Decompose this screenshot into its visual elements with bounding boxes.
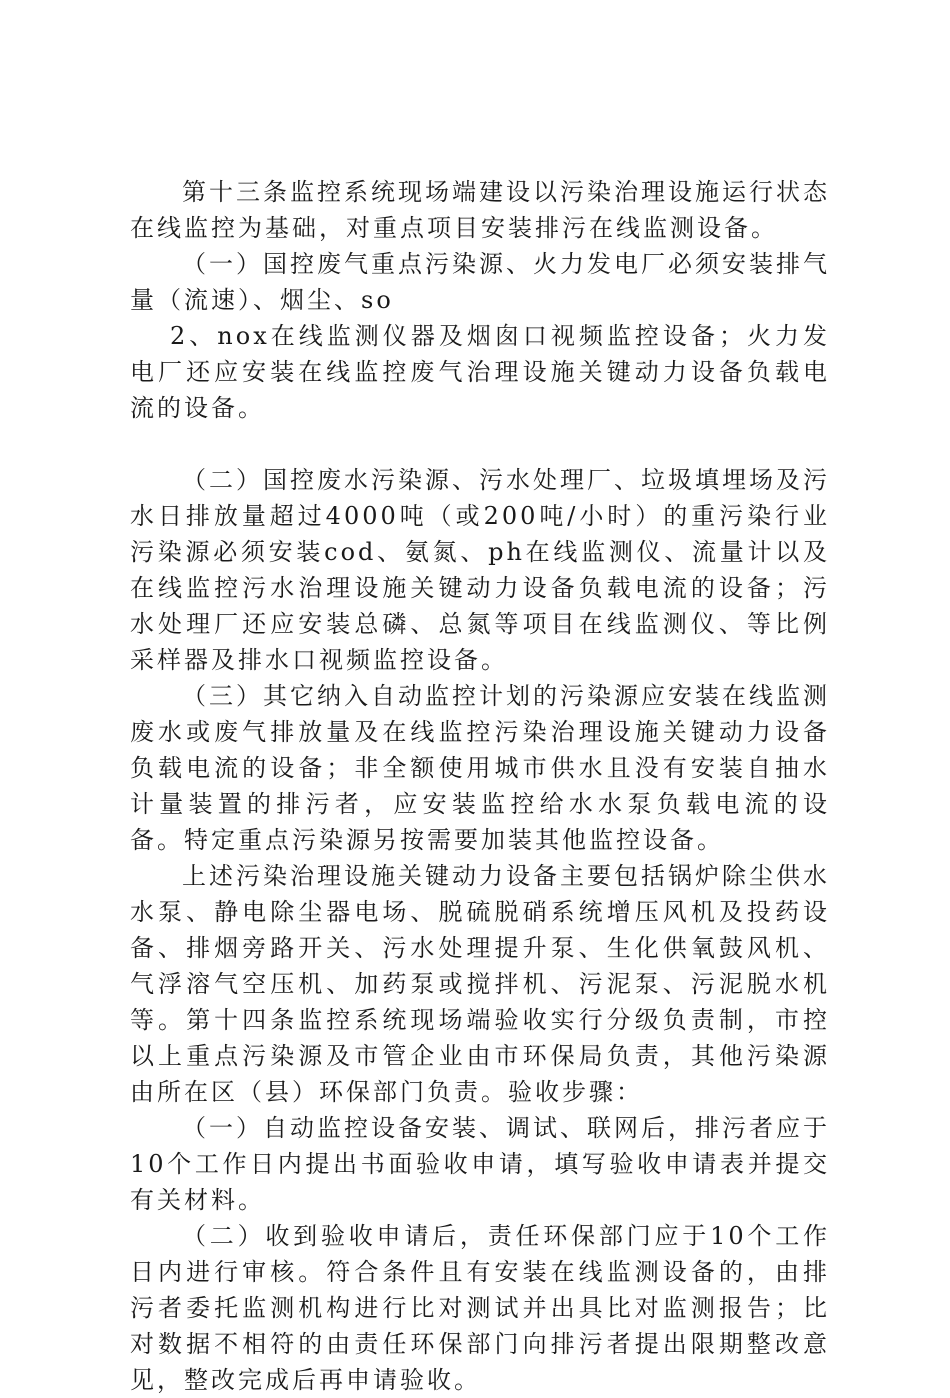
paragraph-key-equipment: 上述污染治理设施关键动力设备主要包括锅炉除尘供水水泵、静电除尘器电场、脱硫脱硝系统增压风机及投药设备、排烟旁路开关、污水处理提升泵、生化供氧鼓风机、气浮溶气空压机、加药泵或搅拌机、污泥泵、污泥脱水机等。第十四条监控系统现场端验收实行分级负责制，市控以上重点污染源及市管企业由市环保局负责，其他污染源由所在区（县）环保部门负责。验收步骤： (130, 862, 830, 1106)
paragraph-acceptance-step-1: （一）自动监控设备安装、调试、联网后，排污者应于10个工作日内提出书面验收申请，填写验收申请表并提交有关材料。 (130, 1114, 830, 1214)
paragraph-item-2: （二）国控废水污染源、污水处理厂、垃圾填埋场及污水日排放量超过4000吨（或200吨/小时）的重污染行业污染源必须安装cod、氨氮、ph在线监测仪、流量计以及在线监控污水治理设施关键动力设备负载电流的设备；污水处理厂还应安装总磷、总氮等项目在线监测仪、等比例采样器及排水口视频监控设备。 (130, 466, 830, 674)
paragraph-acceptance-step-2: （二）收到验收申请后，责任环保部门应于10个工作日内进行审核。符合条件且有安装在线监测设备的，由排污者委托监测机构进行比对测试并出具比对监测报告；比对数据不相符的由责任环保部门向排污者提出限期整改意见，整改完成后再申请验收。 (130, 1222, 830, 1394)
document-body (130, 174, 830, 1398)
paragraph-article-13: 第十三条监控系统现场端建设以污染治理设施运行状态在线监控为基础，对重点项目安装排污在线监测设备。 (130, 178, 830, 242)
paragraph-item-1: （一）国控废气重点污染源、火力发电厂必须安装排气量（流速）、烟尘、so (130, 250, 830, 314)
paragraph-item-1-continued: 2、nox在线监测仪器及烟囱口视频监控设备；火力发电厂还应安装在线监控废气治理设施关键动力设备负载电流的设备。 (130, 322, 830, 422)
paragraph-item-3: （三）其它纳入自动监控计划的污染源应安装在线监测废水或废气排放量及在线监控污染治理设施关键动力设备负载电流的设备；非全额使用城市供水且没有安装自抽水计量装置的排污者，应安装监控给水水泵负载电流的设备。特定重点污染源另按需要加装其他监控设备。 (130, 682, 830, 854)
paragraph-gap (130, 426, 830, 462)
